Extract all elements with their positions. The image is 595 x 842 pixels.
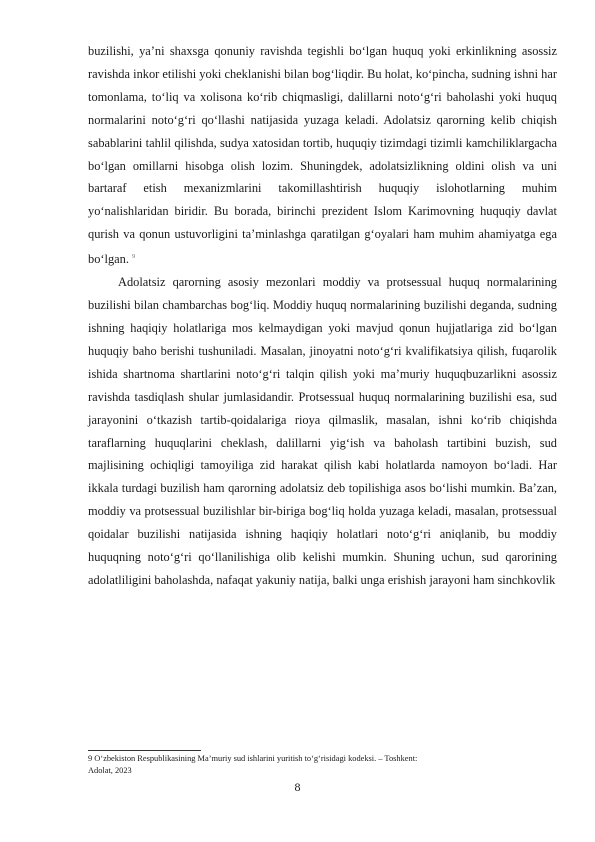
footnote [88,753,557,776]
footnote-line-2: Adolat, 2023 [88,765,132,775]
footnote-separator [88,750,201,751]
paragraph-1-text: buzilishi, ya’ni shaxsga qonuniy ravishda tegishli bo‘lgan huquq yoki erkinlikning asossiz ravishda inkor etilishi yoki cheklanishi bilan bog‘liqdir. Bu holat, ko‘pincha, sudning ishni har tomonlama, to‘liq va xolisona ko‘rib chiqmasligi, dalillarni noto‘g‘ri baholashi yoki huquq normalarini noto‘g‘ri qo‘llashi natijasida yuzaga keladi. Adolatsiz qarorning kelib chiqish sabablarini tahlil qilishda, sudya xatosidan tortib, huquqiy tizimdagi tizimli kamchiliklargacha bo‘lgan omillarni hisobga olish lozim. Shuningdek, adolatsizlikning oldini olish va uni bartaraf etish mexanizmlarini takomillashtirish huquqiy islohotlarning muhim yo‘nalishlaridan biridir. Bu borada, birinchi prezident Islom Karimovning huquqiy davlat qurish va qonun ustuvorligini ta’minlashga qaratilgan g‘oyalari ham muhim ahamiyatga ega bo‘lgan. [88,44,557,267]
paragraph-1 [88,40,557,271]
paragraph-2: Adolatsiz qarorning asosiy mezonlari moddiy va protsessual huquq normalarining buzilishi bilan chambarchas bog‘liq. Moddiy huquq normalarining buzilishi deganda, sudning ishning haqiqiy holatlariga mos kelmaydigan yoki mavjud qonun hujjatlariga zid bo‘lgan huquqiy baho berishi tushuniladi. Masalan, jinoyatni noto‘g‘ri kvalifikatsiya qilish, fuqarolik ishida shartnoma shartlarini noto‘g‘ri talqin qilish yoki ma’muriy huquqbuzarlikni asossiz ravishda tasdiqlash shular jumlasidandir. Protsessual huquq normalarining buzilishi esa, sud jarayonini o‘tkazish tartib-qoidalariga rioya qilmaslik, masalan, ishni ko‘rib chiqishda taraflarning huquqlarini cheklash, dalillarni yig‘ish va baholash tartibini buzish, sud majlisining ochiqligi tamoyiliga zid harakat qilish kabi holatlarda namoyon bo‘ladi. Har ikkala turdagi buzilish ham qarorning adolatsiz deb topilishiga asos bo‘lishi mumkin. Ba’zan, moddiy va protsessual buzilishlar bir-biriga bog‘liq holda yuzaga keladi, masalan, protsessual qoidalar buzilishi natijasida ishning haqiqiy holatlari noto‘g‘ri aniqlanib, bu moddiy huquqning noto‘g‘ri qo‘llanilishiga olib kelishi mumkin. Shuning uchun, sud qarorining adolatliligini baholashda, nafaqat yakuniy natija, balki unga erishish jarayoni ham sinchkovlik [88,275,557,587]
footnote-reference[interactable]: 9 [132,254,136,261]
page-number: 8 [294,780,301,794]
body-text [88,40,557,592]
footnote-line-1: 9 O‘zbekiston Respublikasining Ma’muriy sud ishlarini yuritish to‘g‘risidagi kodeksi. – Toshkent: [88,754,418,763]
